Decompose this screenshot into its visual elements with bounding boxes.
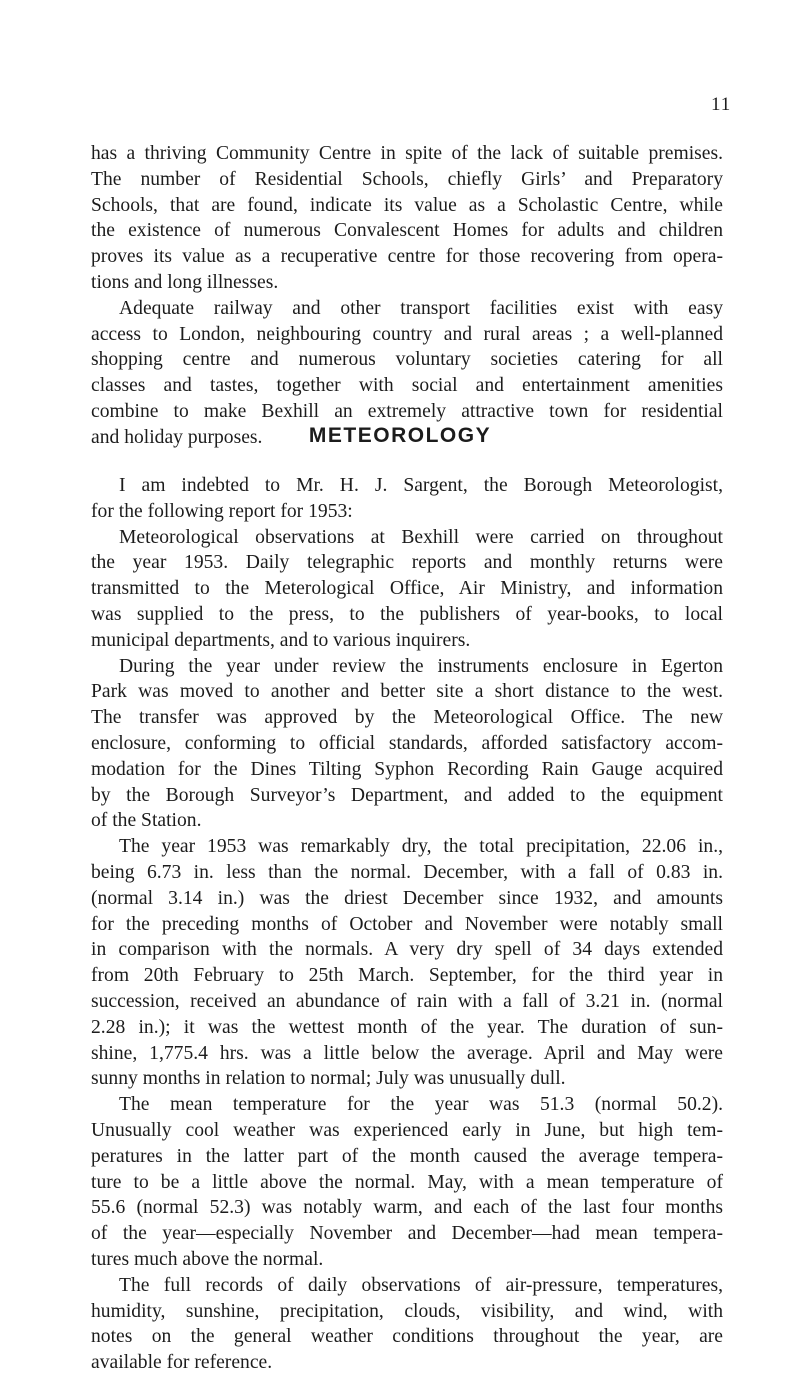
text-line: proves its value as a recuperative centre for those recovering from opera- — [91, 246, 723, 268]
text-line: of the year—especially November and December—had mean tempera- — [91, 1223, 723, 1245]
text-line: notes on the general weather conditions throughout the year, are — [91, 1326, 723, 1348]
section-heading: METEOROLOGY — [308, 424, 492, 447]
text-line: the existence of numerous Convalescent Homes for adults and children — [91, 220, 723, 242]
text-line: classes and tastes, together with social and entertainment amenities — [91, 375, 723, 397]
text-line: in comparison with the normals. A very dry spell of 34 days extended — [91, 939, 723, 961]
text-line: modation for the Dines Tilting Syphon Recording Rain Gauge acquired — [91, 758, 723, 780]
text-line: peratures in the latter part of the month caused the average tempera- — [91, 1145, 723, 1167]
text-line: being 6.73 in. less than the normal. December, with a fall of 0.83 in. — [91, 861, 723, 883]
text-line: The mean temperature for the year was 51.3 (normal 50.2). — [119, 1094, 723, 1116]
text-line: municipal departments, and to various inquirers. — [91, 629, 471, 651]
text-line: Adequate railway and other transport facilities exist with easy — [119, 297, 723, 319]
text-line: has a thriving Community Centre in spite of the lack of suitable premises. — [91, 143, 723, 164]
text-line: I am indebted to Mr. H. J. Sargent, the Borough Meteorologist, — [119, 475, 723, 496]
text-line: the year 1953. Daily telegraphic reports and monthly returns were — [91, 552, 723, 574]
text-line: for the preceding months of October and November were notably small — [91, 913, 723, 935]
text-line: tions and long illnesses. — [91, 271, 279, 293]
text-line: and holiday purposes. — [91, 426, 263, 448]
intro-section — [91, 141, 723, 451]
text-line: 2.28 in.); it was the wettest month of the year. The duration of sun- — [91, 1016, 723, 1038]
text-line: During the year under review the instruments enclosure in Egerton — [119, 655, 723, 677]
text-line: of the Station. — [91, 810, 202, 832]
text-line: The number of Residential Schools, chiefly Girls’ and Preparatory — [91, 168, 723, 190]
text-line: The full records of daily observations of air-pressure, temperatures, — [119, 1274, 723, 1296]
text-line: (normal 3.14 in.) was the driest December since 1932, and amounts — [91, 887, 723, 909]
text-line: Unusually cool weather was experienced early in June, but high tem- — [91, 1119, 723, 1141]
text-line: shopping centre and numerous voluntary societies catering for all — [91, 349, 723, 371]
text-line: humidity, sunshine, precipitation, clouds, visibility, and wind, with — [91, 1300, 723, 1322]
text-line: The transfer was approved by the Meteorological Office. The new — [91, 707, 723, 729]
text-line: from 20th February to 25th March. September, for the third year in — [91, 965, 723, 987]
page-number: 11 — [711, 94, 732, 115]
text-line: Park was moved to another and better site a short distance to the west. — [91, 681, 723, 703]
text-line: The year 1953 was remarkably dry, the total precipitation, 22.06 in., — [119, 836, 723, 858]
text-line: Meteorological observations at Bexhill were carried on throughout — [119, 526, 723, 548]
text-line: Schools, that are found, indicate its value as a Scholastic Centre, while — [91, 194, 723, 216]
text-line: sunny months in relation to normal; July was unusually dull. — [91, 1068, 566, 1090]
text-line: 55.6 (normal 52.3) was notably warm, and each of the last four months — [91, 1197, 723, 1219]
text-line: shine, 1,775.4 hrs. was a little below the average. April and May were — [91, 1042, 723, 1064]
text-line: access to London, neighbouring country and rural areas ; a well-planned — [91, 323, 723, 345]
text-line: enclosure, conforming to official standards, afforded satisfactory accom- — [91, 732, 723, 754]
text-line: combine to make Bexhill an extremely attractive town for residential — [91, 400, 723, 422]
text-line: tures much above the normal. — [91, 1248, 324, 1270]
text-line: was supplied to the press, to the publishers of year-books, to local — [91, 603, 723, 625]
text-line: ture to be a little above the normal. May, with a mean temperature of — [91, 1171, 723, 1193]
text-line: by the Borough Surveyor’s Department, and added to the equipment — [91, 784, 723, 806]
meteorology-section — [91, 473, 723, 1376]
text-line: available for reference. — [91, 1352, 273, 1374]
text-line: succession, received an abundance of rain with a fall of 3.21 in. (normal — [91, 990, 723, 1012]
text-line: transmitted to the Meterological Office, Air Ministry, and information — [91, 578, 723, 600]
text-line: for the following report for 1953: — [91, 500, 353, 522]
